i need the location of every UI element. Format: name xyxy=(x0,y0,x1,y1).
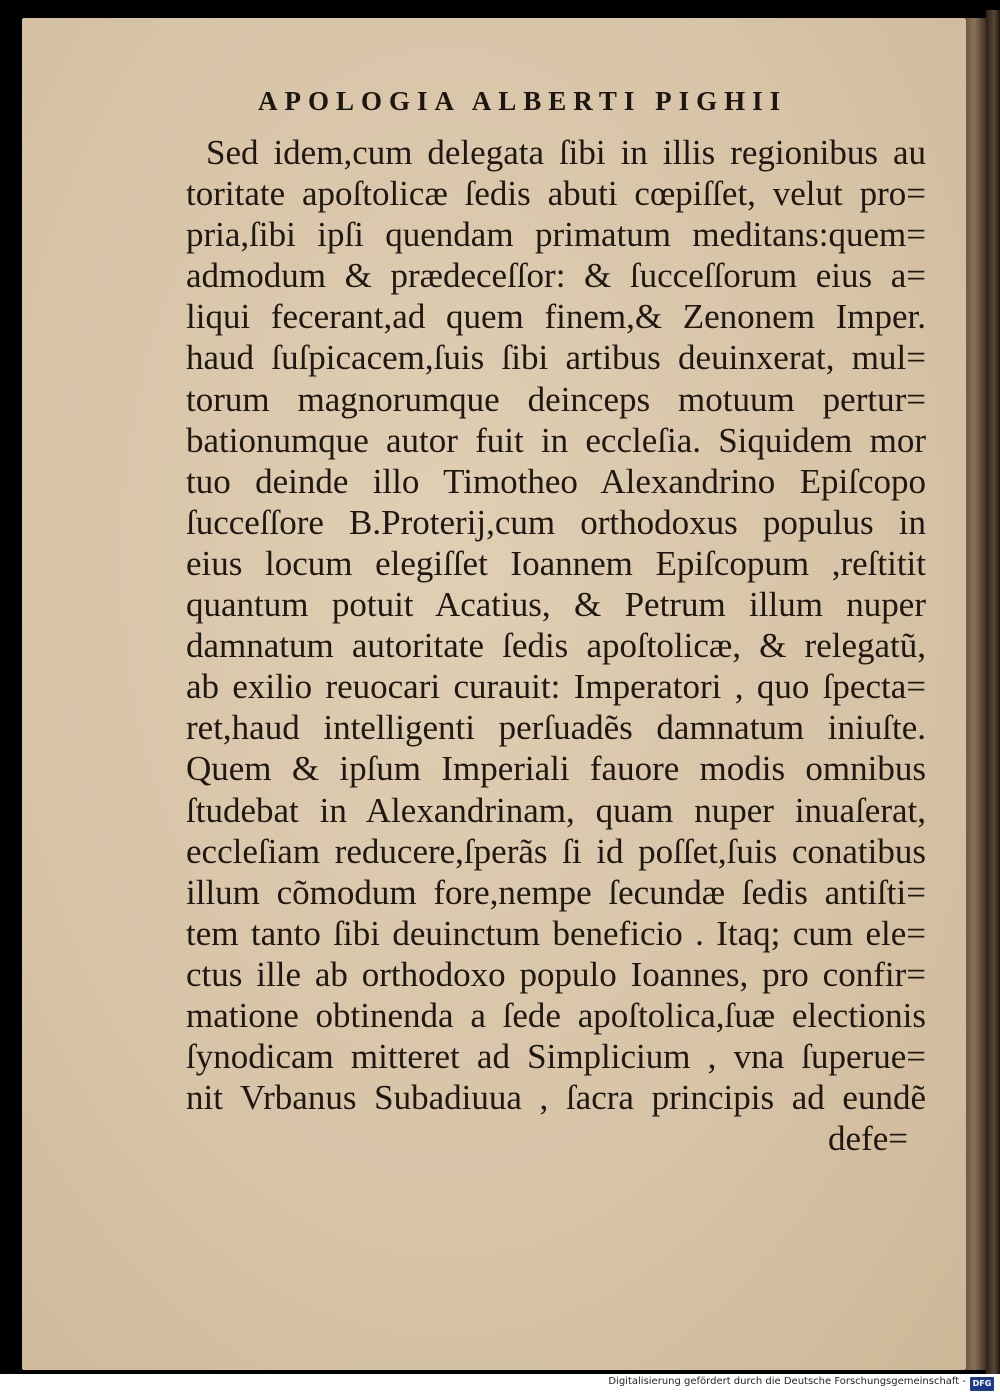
text-line: Sed idem,cum delegata ſibi in illis regionibus au xyxy=(206,133,926,172)
binding-edge xyxy=(986,10,1000,1380)
text-line: haud ſuſpicacem,ſuis ſibi artibus deuinxerat, mul= xyxy=(186,338,926,378)
text-line: ſtudebat in Alexandrinam, quam nuper inuaſerat, xyxy=(186,790,926,830)
catchword: defe= xyxy=(828,1119,908,1159)
funding-notice: Digitalisierung gefördert durch die Deutsche Forschungsgemeinschaft - xyxy=(608,1376,966,1387)
page-gutter-edge xyxy=(966,18,986,1370)
text-line: Quem & ipſum Imperiali fauore modis omnibus xyxy=(186,749,926,789)
body-text xyxy=(186,132,926,1159)
text-line: pria,ſibi ipſi quendam primatum meditans:quem= xyxy=(186,215,926,255)
text-line: bationumque autor fuit in eccleſia. Siquidem mor xyxy=(186,420,926,460)
text-line: eccleſiam reducere,ſperãs ſi id poſſet,ſuis conatibus xyxy=(186,831,926,871)
dfg-logo-icon: DFG xyxy=(970,1377,994,1391)
footer-bar xyxy=(0,1374,1000,1395)
running-head: APOLOGIA ALBERTI PIGHII xyxy=(258,86,788,116)
text-line: eius locum elegiſſet Ioannem Epiſcopum ,reſtitit xyxy=(186,543,926,583)
text-line: matione obtinenda a ſede apoſtolica,ſuæ electionis xyxy=(186,995,926,1035)
text-line: quantum potuit Acatius, & Petrum illum nuper xyxy=(186,585,926,625)
text-line: toritate apoſtolicæ ſedis abuti cœpiſſet, velut pro= xyxy=(186,174,926,214)
text-line: ſynodicam mitteret ad Simplicium , vna ſuperue= xyxy=(186,1037,926,1077)
text-line: illum cõmodum fore,nempe ſecundæ ſedis antiſti= xyxy=(186,872,926,912)
text-line: ab exilio reuocari curauit: Imperatori , quo ſpecta= xyxy=(186,667,926,707)
text-line: tuo deinde illo Timotheo Alexandrino Epiſcopo xyxy=(186,461,926,501)
text-line: ctus ille ab orthodoxo populo Ioannes, pro confir= xyxy=(186,954,926,994)
text-line: nit Vrbanus Subadiuua , ſacra principis ad eundẽ xyxy=(186,1078,926,1118)
text-line: admodum & prædeceſſor: & ſucceſſorum eius a= xyxy=(186,256,926,296)
text-line: ret,haud intelligenti perſuadẽs damnatum iniuſte. xyxy=(186,708,926,748)
text-line: liqui fecerant,ad quem finem,& Zenonem Imper. xyxy=(186,297,926,337)
text-line: tem tanto ſibi deuinctum beneficio . Itaq; cum ele= xyxy=(186,913,926,953)
text-line: torum magnorumque deinceps motuum pertur= xyxy=(186,379,926,419)
text-line: damnatum autoritate ſedis apoſtolicæ, & relegatũ, xyxy=(186,626,926,666)
text-line: ſucceſſore B.Proterij,cum orthodoxus populus in xyxy=(186,502,926,542)
